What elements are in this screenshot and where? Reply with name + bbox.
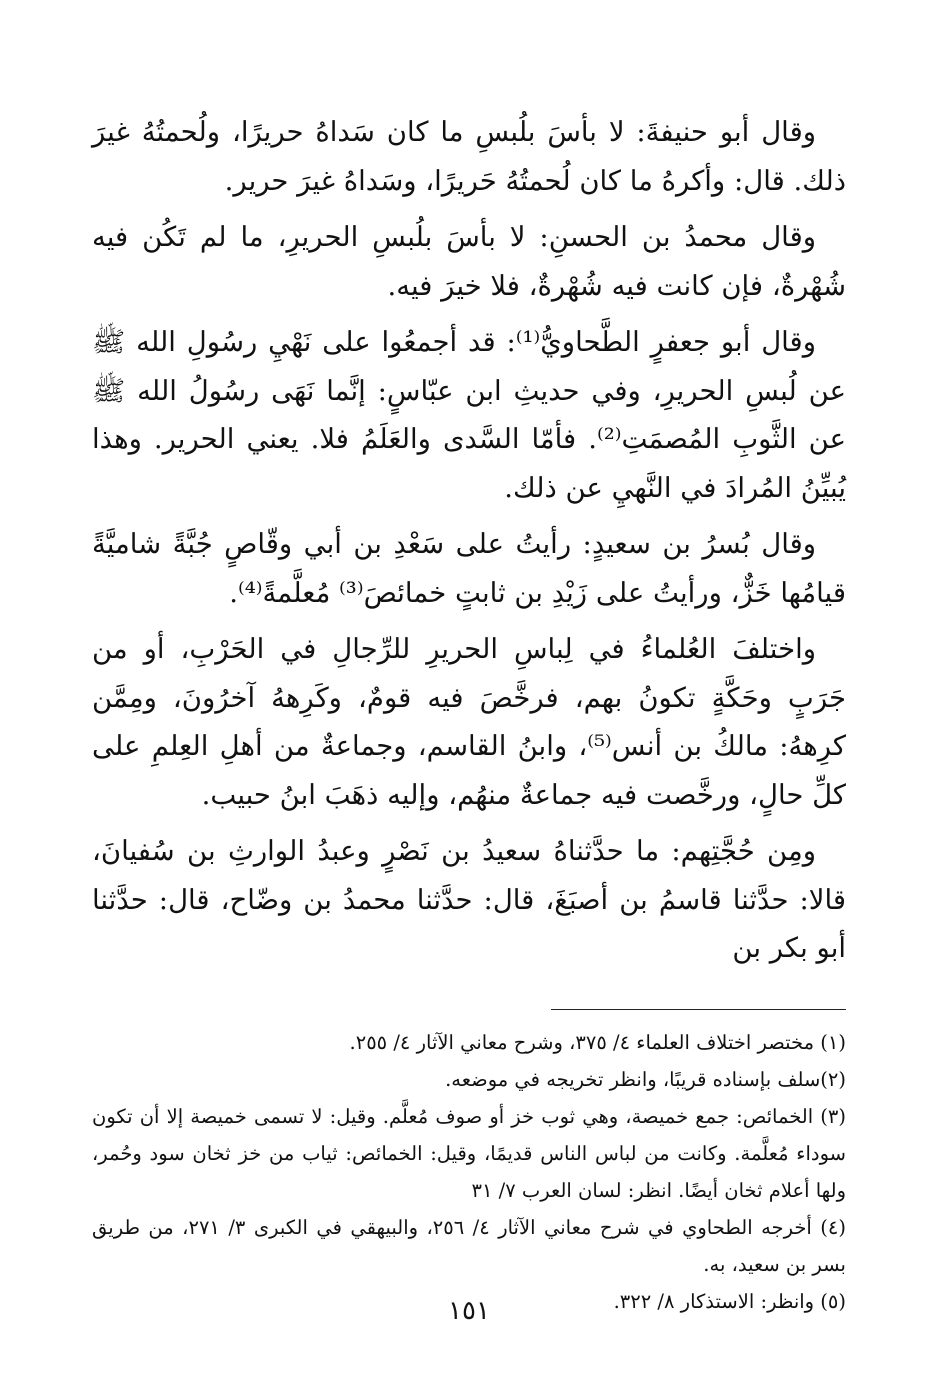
main-text	[92, 108, 846, 973]
footnote-2: (٢)سلف بإسناده قريبًا، وانظر تخريجه في موضعه.	[445, 1067, 846, 1091]
footnote-3: (٣) الخمائص: جمع خميصة، وهي ثوب خز أو صوف مُعلَّم. وقيل: لا تسمى خميصة إلا أن تكون سوداء مُعلَّمة. وكانت من لباس الناس قديمًا، وقيل: الخمائص: ثياب من خز ثخان سود وحُمر، ولها أعلام ثخان أيضًا. انظر: لسان العرب ٧/ ٣١	[92, 1104, 846, 1202]
page-body	[92, 108, 846, 1377]
footnote-1: (١) مختصر اختلاف العلماء ٤/ ٣٧٥، وشرح معاني الآثار ٤/ ٢٥٥.	[349, 1030, 846, 1054]
footnote-4: (٤) أخرجه الطحاوي في شرح معاني الآثار ٤/ ٢٥٦، والبيهقي في الكبرى ٣/ ٢٧١، من طريق بسر بن سعيد، به.	[92, 1215, 846, 1276]
footnote-5: (٥) وانظر: الاستذكار ٨/ ٣٢٢.	[613, 1289, 846, 1313]
paragraph-busr-ibn-said: وقال بُسرُ بن سعيدٍ: رأيتُ على سَعْدِ بن أبي وقّاصٍ جُبَّةً شاميَّةً قيامُها خَزٌّ، ورأيتُ على زَيْدِ بن ثابتٍ خمائصَ⁽³⁾ مُعلَّمةً⁽⁴⁾.	[92, 528, 846, 609]
page-number: ١٥١	[448, 1296, 490, 1326]
paragraph-muhammad-ibn-al-hasan: وقال محمدُ بن الحسنِ: لا بأسَ بلُبسِ الحريرِ، ما لم تَكُن فيه شُهْرةٌ، فإن كانت فيه شُهْرةٌ، فلا خيرَ فيه.	[92, 221, 846, 302]
footnotes	[92, 1024, 846, 1320]
paragraph-abu-hanifa: وقال أبو حنيفةَ: لا بأسَ بلُبسِ ما كان سَداهُ حريرًا، ولُحمتُهُ غيرَ ذلك. قال: وأكرهُ ما كان لُحمتُهُ حَريرًا، وسَداهُ غيرَ حرير.	[92, 116, 846, 197]
paragraph-their-evidence: ومِن حُجَّتِهم: ما حدَّثناهُ سعيدُ بن نَصْرٍ وعبدُ الوارثِ بن سُفيانَ، قالا: حدَّثنا قاسمُ بن أصبَغَ، قال: حدَّثنا محمدُ بن وضّاح، قال: حدَّثنا أبو بكر بن	[92, 835, 846, 964]
paragraph-scholars-disagreement: واختلفَ العُلماءُ في لِباسِ الحريرِ للرِّجالِ في الحَرْبِ، أو من جَرَبٍ وحَكَّةٍ تكونُ بهم، فرخَّصَ فيه قومٌ، وكَرِههُ آخرُونَ، ومِمَّن كرِههُ: مالكُ بن أنس⁽⁵⁾، وابنُ القاسم، وجماعةٌ من أهلِ العِلمِ على كلِّ حالٍ، ورخَّصت فيه جماعةٌ منهُم، وإليه ذهَبَ ابنُ حبيب.	[92, 633, 846, 811]
footnote-separator	[551, 1009, 846, 1010]
paragraph-tahawi: وقال أبو جعفرٍ الطَّحاويُّ⁽¹⁾: قد أجمعُوا على نَهْيِ رسُولِ الله ﷺ عن لُبسِ الحريرِ، وفي حديثِ ابن عبّاسٍ: إنَّما نَهَى رسُولُ الله ﷺ عن الثَّوبِ المُصمَتِ⁽²⁾. فأمّا السَّدى والعَلَمُ فلا. يعني الحرير. وهذا يُبيِّنُ المُرادَ في النَّهيِ عن ذلك.	[92, 326, 846, 504]
